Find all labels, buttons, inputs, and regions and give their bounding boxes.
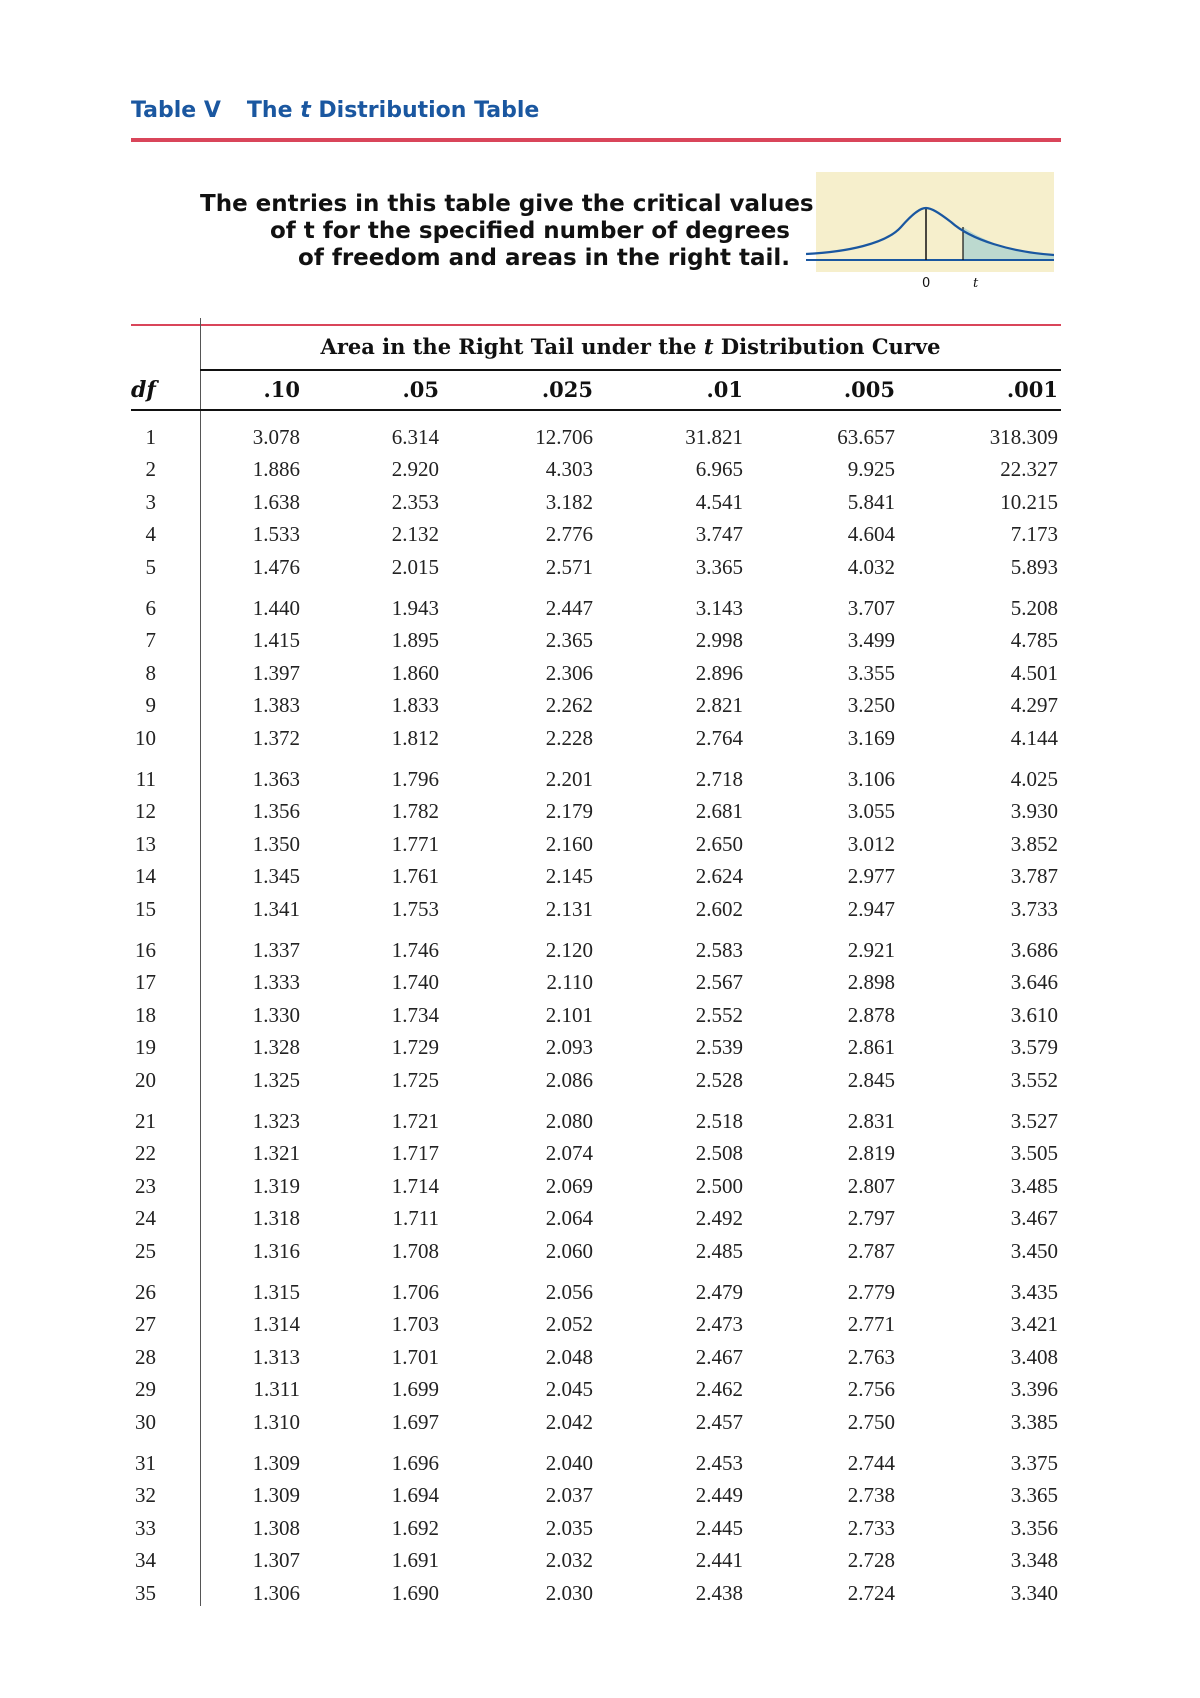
value-cell: 1.691 (391, 1548, 439, 1573)
value-cell: 2.807 (847, 1173, 895, 1198)
value-cell: 3.552 (1010, 1067, 1058, 1092)
value-cell: 2.030 (545, 1580, 593, 1605)
value-cell: 1.638 (252, 489, 300, 514)
value-cell: 3.375 (1010, 1451, 1058, 1475)
value-cell: 2.787 (847, 1238, 895, 1263)
df-cell: 23 (135, 1173, 156, 1198)
description-line-2: of t for the specified number of degrees (269, 218, 790, 244)
value-cell: 1.746 (391, 938, 439, 962)
value-cell: 1.706 (391, 1280, 439, 1304)
df-cell: 2 (145, 457, 156, 482)
value-cell: 12.706 (535, 425, 593, 449)
title-t: t (300, 98, 311, 123)
value-cell: 2.467 (695, 1344, 743, 1369)
value-cell: 2.779 (847, 1280, 895, 1304)
df-cell: 21 (135, 1109, 156, 1133)
value-cell: 3.435 (1010, 1280, 1058, 1304)
value-cell: 1.372 (252, 725, 300, 750)
value-cell: 1.833 (391, 693, 439, 718)
df-cell: 33 (135, 1515, 156, 1540)
column-header: .10 (263, 377, 300, 402)
value-cell: 2.485 (695, 1238, 743, 1263)
value-cell: 2.819 (847, 1141, 895, 1166)
value-cell: 1.345 (252, 864, 300, 889)
value-cell: 31.821 (685, 425, 743, 449)
value-cell: 4.032 (847, 554, 895, 579)
value-cell: 10.215 (1000, 489, 1058, 514)
value-cell: 2.052 (545, 1312, 593, 1337)
value-cell: 3.365 (695, 554, 743, 579)
value-cell: 3.467 (1010, 1206, 1058, 1231)
value-cell: 1.383 (252, 693, 300, 718)
value-cell: 1.316 (252, 1238, 300, 1263)
value-cell: 3.485 (1010, 1173, 1058, 1198)
value-cell: 1.308 (252, 1515, 300, 1540)
value-cell: 3.610 (1010, 1002, 1058, 1027)
value-cell: 1.328 (252, 1035, 300, 1060)
value-cell: 2.040 (545, 1451, 593, 1475)
title-suffix: Distribution Table (318, 98, 540, 123)
value-cell: 1.771 (391, 831, 439, 856)
value-cell: 1.415 (252, 628, 300, 653)
value-cell: 4.541 (695, 489, 743, 514)
df-cell: 8 (145, 660, 156, 685)
value-cell: 2.035 (545, 1515, 593, 1540)
value-cell: 2.500 (695, 1173, 743, 1198)
df-cell: 29 (135, 1377, 156, 1402)
value-cell: 1.699 (391, 1377, 439, 1402)
value-cell: 1.313 (252, 1344, 300, 1369)
value-cell: 2.306 (545, 660, 593, 685)
value-cell: 2.086 (545, 1067, 593, 1092)
value-cell: 5.208 (1010, 596, 1058, 620)
value-cell: 2.441 (695, 1548, 743, 1573)
value-cell: 1.337 (252, 938, 300, 962)
value-cell: 2.074 (545, 1141, 593, 1166)
value-cell: 2.738 (847, 1483, 895, 1508)
value-cell: 2.101 (545, 1002, 593, 1027)
df-cell: 11 (135, 767, 156, 791)
value-cell: 3.930 (1010, 799, 1058, 824)
t-distribution-figure (806, 172, 1054, 288)
area-heading-prefix: Area in the Right Tail under the (320, 334, 697, 359)
value-cell: 2.080 (545, 1109, 593, 1133)
df-cell: 10 (135, 725, 156, 750)
value-cell: 2.438 (695, 1580, 743, 1605)
value-cell: 2.473 (695, 1312, 743, 1337)
df-cell: 3 (145, 489, 156, 514)
value-cell: 2.878 (847, 1002, 895, 1027)
value-cell: 22.327 (1000, 457, 1058, 482)
value-cell: 3.356 (1010, 1515, 1058, 1540)
value-cell: 1.319 (252, 1173, 300, 1198)
df-cell: 13 (135, 831, 156, 856)
value-cell: 3.348 (1010, 1548, 1058, 1573)
value-cell: 3.707 (847, 596, 895, 620)
value-cell: 2.776 (545, 522, 593, 547)
value-cell: 1.363 (252, 767, 300, 791)
value-cell: 2.262 (545, 693, 593, 718)
value-cell: 1.321 (252, 1141, 300, 1166)
df-cell: 16 (135, 938, 156, 962)
value-cell: 2.650 (695, 831, 743, 856)
value-cell: 2.037 (545, 1483, 593, 1508)
value-cell: 2.567 (695, 970, 743, 995)
value-cell: 2.508 (695, 1141, 743, 1166)
df-cell: 27 (135, 1312, 156, 1337)
value-cell: 3.733 (1010, 896, 1058, 921)
value-cell: 2.624 (695, 864, 743, 889)
value-cell: 2.042 (545, 1409, 593, 1434)
value-cell: 3.505 (1010, 1141, 1058, 1166)
value-cell: 1.341 (252, 896, 300, 921)
value-cell: 2.528 (695, 1067, 743, 1092)
value-cell: 3.408 (1010, 1344, 1058, 1369)
value-cell: 2.552 (695, 1002, 743, 1027)
value-cell: 3.012 (847, 831, 895, 856)
column-header: .05 (402, 377, 439, 402)
value-cell: 2.365 (545, 628, 593, 653)
value-cell: 1.397 (252, 660, 300, 685)
df-cell: 32 (135, 1483, 156, 1508)
value-cell: 2.845 (847, 1067, 895, 1092)
df-cell: 28 (135, 1344, 156, 1369)
value-cell: 4.604 (847, 522, 895, 547)
value-cell: 3.579 (1010, 1035, 1058, 1060)
value-cell: 2.718 (695, 767, 743, 791)
df-cell: 26 (135, 1280, 156, 1304)
value-cell: 3.078 (252, 425, 300, 449)
value-cell: 2.228 (545, 725, 593, 750)
value-cell: 4.297 (1010, 693, 1058, 718)
value-cell: 1.717 (391, 1141, 439, 1166)
df-cell: 30 (135, 1409, 156, 1434)
table-top-divider (131, 324, 1061, 326)
value-cell: 2.145 (545, 864, 593, 889)
value-cell: 2.447 (545, 596, 593, 620)
description-line-3: of freedom and areas in the right tail. (298, 245, 790, 271)
value-cell: 1.734 (391, 1002, 439, 1027)
value-cell: 1.714 (391, 1173, 439, 1198)
value-cell: 1.309 (252, 1451, 300, 1475)
value-cell: 3.106 (847, 767, 895, 791)
area-heading (200, 334, 1061, 359)
value-cell: 1.306 (252, 1580, 300, 1605)
value-cell: 1.796 (391, 767, 439, 791)
zero-label: 0 (922, 276, 931, 291)
title-divider (131, 138, 1061, 142)
value-cell: 1.761 (391, 864, 439, 889)
df-cell: 4 (145, 522, 156, 547)
value-cell: 2.032 (545, 1548, 593, 1573)
value-cell: 3.421 (1010, 1312, 1058, 1337)
value-cell: 6.965 (695, 457, 743, 482)
df-cell: 35 (135, 1580, 156, 1605)
value-cell: 2.831 (847, 1109, 895, 1133)
value-cell: 7.173 (1010, 522, 1058, 547)
value-cell: 1.740 (391, 970, 439, 995)
value-cell: 1.533 (252, 522, 300, 547)
value-cell: 3.169 (847, 725, 895, 750)
value-cell: 1.725 (391, 1067, 439, 1092)
value-cell: 1.895 (391, 628, 439, 653)
value-cell: 2.110 (546, 970, 593, 995)
df-cell: 25 (135, 1238, 156, 1263)
value-cell: 1.711 (392, 1206, 439, 1231)
value-cell: 1.886 (252, 457, 300, 482)
df-cell: 14 (135, 864, 156, 889)
df-cell: 9 (145, 693, 156, 718)
value-cell: 9.925 (847, 457, 895, 482)
value-cell: 1.311 (253, 1377, 300, 1402)
area-heading-t: t (703, 334, 714, 359)
value-cell: 2.353 (391, 489, 439, 514)
value-cell: 63.657 (837, 425, 895, 449)
value-cell: 2.045 (545, 1377, 593, 1402)
value-cell: 2.160 (545, 831, 593, 856)
column-header: .001 (1006, 377, 1058, 402)
value-cell: 2.977 (847, 864, 895, 889)
value-cell: 2.015 (391, 554, 439, 579)
value-cell: 2.571 (545, 554, 593, 579)
value-cell: 318.309 (989, 425, 1058, 449)
value-cell: 2.131 (545, 896, 593, 921)
df-cell: 5 (145, 554, 156, 579)
df-cell: 15 (135, 896, 156, 921)
df-cell: 22 (135, 1141, 156, 1166)
value-cell: 3.250 (847, 693, 895, 718)
value-cell: 2.744 (847, 1451, 895, 1475)
value-cell: 5.841 (847, 489, 895, 514)
value-cell: 2.453 (695, 1451, 743, 1475)
df-cell: 20 (135, 1067, 156, 1092)
value-cell: 2.445 (695, 1515, 743, 1540)
value-cell: 2.764 (695, 725, 743, 750)
value-cell: 3.396 (1010, 1377, 1058, 1402)
value-cell: 2.179 (545, 799, 593, 824)
value-cell: 2.998 (695, 628, 743, 653)
value-cell: 2.201 (545, 767, 593, 791)
value-cell: 3.450 (1010, 1238, 1058, 1263)
value-cell: 2.947 (847, 896, 895, 921)
value-cell: 3.686 (1010, 938, 1058, 962)
value-cell: 6.314 (391, 425, 439, 449)
table-number: Table V (131, 98, 221, 123)
value-cell: 2.583 (695, 938, 743, 962)
value-cell: 4.785 (1010, 628, 1058, 653)
value-cell: 1.318 (252, 1206, 300, 1231)
value-cell: 1.350 (252, 831, 300, 856)
df-cell: 24 (135, 1206, 156, 1231)
value-cell: 2.733 (847, 1515, 895, 1540)
value-cell: 1.310 (252, 1409, 300, 1434)
value-cell: 2.763 (847, 1344, 895, 1369)
df-cell: 34 (135, 1548, 156, 1573)
column-header: .025 (541, 377, 593, 402)
value-cell: 1.690 (391, 1580, 439, 1605)
df-cell: 7 (145, 628, 156, 653)
value-cell: 2.681 (695, 799, 743, 824)
value-cell: 2.462 (695, 1377, 743, 1402)
t-curve-illustration (806, 172, 1054, 288)
value-cell: 2.064 (545, 1206, 593, 1231)
value-cell: 2.132 (391, 522, 439, 547)
value-cell: 4.501 (1010, 660, 1058, 685)
value-cell: 1.721 (391, 1109, 439, 1133)
value-cell: 1.309 (252, 1483, 300, 1508)
value-cell: 2.756 (847, 1377, 895, 1402)
column-header: .005 (843, 377, 895, 402)
df-cell: 17 (135, 970, 156, 995)
table-description (200, 191, 814, 272)
value-cell: 2.457 (695, 1409, 743, 1434)
value-cell: 3.385 (1010, 1409, 1058, 1434)
value-cell: 3.182 (545, 489, 593, 514)
value-cell: 1.708 (391, 1238, 439, 1263)
value-cell: 2.797 (847, 1206, 895, 1231)
value-cell: 1.860 (391, 660, 439, 685)
value-cell: 3.747 (695, 522, 743, 547)
value-cell: 2.449 (695, 1483, 743, 1508)
value-cell: 2.898 (847, 970, 895, 995)
value-cell: 2.724 (847, 1580, 895, 1605)
value-cell: 4.144 (1010, 725, 1058, 750)
value-cell: 3.646 (1010, 970, 1058, 995)
value-cell: 3.143 (695, 596, 743, 620)
value-cell: 2.821 (695, 693, 743, 718)
value-cell: 3.852 (1010, 831, 1058, 856)
df-cell: 18 (135, 1002, 156, 1027)
value-cell: 2.120 (545, 938, 593, 962)
column-header: .01 (706, 377, 743, 402)
value-cell: 1.729 (391, 1035, 439, 1060)
df-cell: 6 (145, 596, 156, 620)
value-cell: 1.314 (252, 1312, 300, 1337)
value-cell: 1.476 (252, 554, 300, 579)
value-cell: 2.479 (695, 1280, 743, 1304)
value-cell: 1.812 (391, 725, 439, 750)
value-cell: 2.771 (847, 1312, 895, 1337)
area-heading-suffix: Distribution Curve (720, 334, 941, 359)
value-cell: 1.692 (391, 1515, 439, 1540)
value-cell: 2.539 (695, 1035, 743, 1060)
value-cell: 2.750 (847, 1409, 895, 1434)
value-cell: 1.330 (252, 1002, 300, 1027)
value-cell: 2.048 (545, 1344, 593, 1369)
value-cell: 2.920 (391, 457, 439, 482)
value-cell: 4.303 (545, 457, 593, 482)
value-cell: 1.325 (252, 1067, 300, 1092)
value-cell: 2.896 (695, 660, 743, 685)
df-cell: 31 (135, 1451, 156, 1475)
value-cell: 2.602 (695, 896, 743, 921)
value-cell: 3.340 (1010, 1580, 1058, 1605)
value-cell: 1.943 (391, 596, 439, 620)
value-cell: 1.753 (391, 896, 439, 921)
df-header: df (131, 377, 156, 403)
value-cell: 2.728 (847, 1548, 895, 1573)
description-line-1: The entries in this table give the critical values (200, 191, 814, 217)
value-cell: 1.696 (391, 1451, 439, 1475)
value-cell: 1.703 (391, 1312, 439, 1337)
value-cell: 2.921 (847, 938, 895, 962)
value-cell: 1.307 (252, 1548, 300, 1573)
value-cell: 1.356 (252, 799, 300, 824)
df-cell: 12 (135, 799, 156, 824)
value-cell: 1.697 (391, 1409, 439, 1434)
title-prefix: The (246, 98, 293, 123)
header-rule-top (200, 369, 1061, 371)
value-cell: 1.694 (391, 1483, 439, 1508)
value-cell: 1.701 (391, 1344, 439, 1369)
value-cell: 1.333 (252, 970, 300, 995)
value-cell: 3.787 (1010, 864, 1058, 889)
value-cell: 2.069 (545, 1173, 593, 1198)
df-cell: 19 (135, 1035, 156, 1060)
value-cell: 2.861 (847, 1035, 895, 1060)
value-cell: 3.365 (1010, 1483, 1058, 1508)
value-cell: 3.527 (1010, 1109, 1058, 1133)
t-label: t (973, 276, 979, 291)
value-cell: 1.782 (391, 799, 439, 824)
value-cell: 2.060 (545, 1238, 593, 1263)
header-rule-bottom (131, 409, 1061, 411)
value-cell: 1.440 (252, 596, 300, 620)
value-cell: 3.055 (847, 799, 895, 824)
value-cell: 3.499 (847, 628, 895, 653)
page-title (131, 98, 539, 123)
value-cell: 4.025 (1010, 767, 1058, 791)
df-cell: 1 (145, 425, 156, 449)
value-cell: 2.056 (545, 1280, 593, 1304)
value-cell: 2.492 (695, 1206, 743, 1231)
value-cell: 5.893 (1010, 554, 1058, 579)
value-cell: 1.315 (252, 1280, 300, 1304)
value-cell: 3.355 (847, 660, 895, 685)
value-cell: 1.323 (252, 1109, 300, 1133)
value-cell: 2.518 (695, 1109, 743, 1133)
value-cell: 2.093 (545, 1035, 593, 1060)
